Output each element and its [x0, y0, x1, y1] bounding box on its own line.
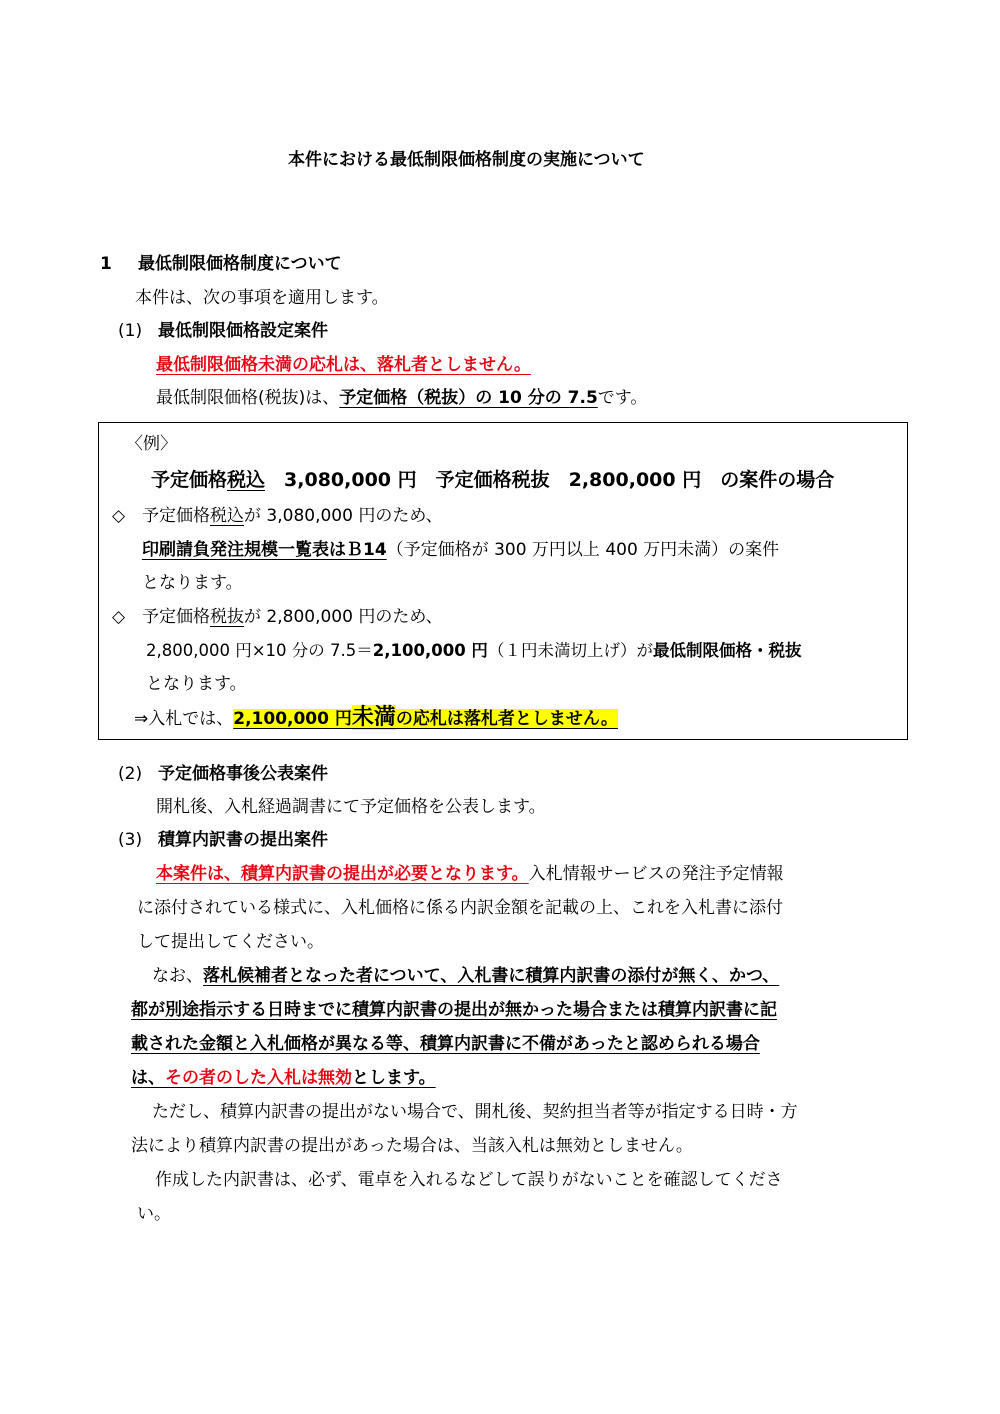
- section-intro: 本件は、次の事項を適用します。: [135, 288, 389, 308]
- p2-min-price: 最低制限価格・税抜: [652, 641, 802, 660]
- example-point1-line3: となります。: [142, 573, 243, 593]
- page-title: 本件における最低制限価格制度の実施について: [288, 150, 645, 170]
- item3-p1-rest: 入札情報サービスの発注予定情報: [528, 864, 784, 884]
- item3-p2-line2: 都が別途指示する日時までに積算内訳書の提出が無かった場合または積算内訳書に記: [131, 1000, 777, 1020]
- example-label: 〈例〉: [126, 434, 177, 454]
- rate-prefix: 最低制限価格(税抜)は、: [156, 388, 340, 408]
- rate-emphasis: 予定価格（税抜）の 10 分の 7.5: [339, 388, 598, 408]
- section-number: 1: [100, 254, 112, 274]
- item3-p4-line2: い。: [137, 1204, 171, 1224]
- example-point2-line2: [146, 639, 801, 663]
- example-case: [151, 468, 834, 492]
- case-a: 予定価格: [151, 469, 228, 491]
- rate-suffix: です。: [597, 388, 648, 408]
- p2-calc: 2,800,000 円×10 分の 7.5＝: [146, 641, 373, 660]
- item2-heading: 予定価格事後公表案件: [158, 764, 328, 784]
- diamond-icon: ◇: [112, 607, 126, 627]
- item3-p2-l4b: とします。: [352, 1068, 436, 1088]
- p1-a: 予定価格: [142, 506, 210, 526]
- p2-rounding: （１円未満切上げ）が: [487, 641, 653, 660]
- conclusion-amount: 2,100,000 円: [233, 709, 352, 729]
- example-point1-line2: [142, 538, 779, 562]
- item3-p2-line4: [131, 1066, 436, 1090]
- item3-number: (3): [118, 830, 143, 850]
- item3-p3-line2: 法により積算内訳書の提出があった場合は、当該入札は無効としません。: [131, 1136, 693, 1156]
- p1-scale-table: 印刷請負発注規模一覧表はＢ14: [142, 540, 387, 560]
- p1-taxin: 税込: [210, 506, 244, 526]
- conclusion-under: 未満: [351, 705, 396, 730]
- p2-a: 予定価格: [142, 607, 210, 627]
- item3-p1-line1: [156, 862, 784, 886]
- item1-rate: [156, 386, 647, 410]
- item3-invalid-notice: その者のした入札は無効: [165, 1068, 352, 1088]
- conclusion-prefix: ⇒入札では、: [134, 709, 234, 729]
- item3-p2-line3: 載された金額と入札価格が異なる等、積算内訳書に不備があったと認められる場合: [131, 1034, 760, 1054]
- item3-p4-line1: 作成した内訳書は、必ず、電卓を入れるなどして誤りがないことを確認してくださ: [155, 1170, 783, 1190]
- item1-warning: 最低制限価格未満の応札は、落札者としません。: [156, 355, 532, 375]
- p1-b: が 3,080,000 円のため、: [244, 506, 443, 526]
- example-conclusion: [134, 706, 618, 731]
- case-b: 3,080,000 円 予定価格税抜 2,800,000 円 の案件の場合: [265, 469, 835, 491]
- example-point2: [142, 605, 443, 629]
- p1-scale-range: （予定価格が 300 万円以上 400 万円未満）の案件: [386, 540, 780, 560]
- p2-taxout: 税抜: [210, 607, 244, 627]
- p2-b: が 2,800,000 円のため、: [244, 607, 443, 627]
- item1-number: (1): [118, 321, 143, 341]
- item2-body: 開札後、入札経過調書にて予定価格を公表します。: [156, 797, 546, 817]
- item3-p2-prefix: なお、: [152, 966, 203, 986]
- item3-p2-l1: 落札候補者となった者について、入札書に積算内訳書の添付が無く、かつ、: [203, 966, 780, 986]
- conclusion-rest: の応札は落札者としません。: [395, 709, 618, 729]
- item3-p3-line1: ただし、積算内訳書の提出がない場合で、開札後、契約担当者等が指定する日時・方: [152, 1102, 798, 1122]
- example-point2-line3: となります。: [146, 674, 247, 694]
- item3-p1-line3: して提出してください。: [137, 932, 324, 952]
- p2-result: 2,100,000 円: [372, 641, 488, 660]
- case-a-taxin: 税込: [227, 469, 266, 491]
- item3-p2-l4a: は、: [131, 1068, 165, 1088]
- example-point1: [142, 504, 443, 528]
- section-heading: 最低制限価格制度について: [138, 254, 342, 274]
- item1-heading: 最低制限価格設定案件: [158, 321, 328, 341]
- item2-number: (2): [118, 764, 143, 784]
- diamond-icon: ◇: [112, 506, 126, 526]
- item3-required-notice: 本案件は、積算内訳書の提出が必要となります。: [156, 864, 529, 884]
- item3-p2-line1: [152, 964, 779, 988]
- item3-p1-line2: に添付されている様式に、入札価格に係る内訳金額を記載の上、これを入札書に添付: [137, 898, 783, 918]
- item3-heading: 積算内訳書の提出案件: [158, 830, 328, 850]
